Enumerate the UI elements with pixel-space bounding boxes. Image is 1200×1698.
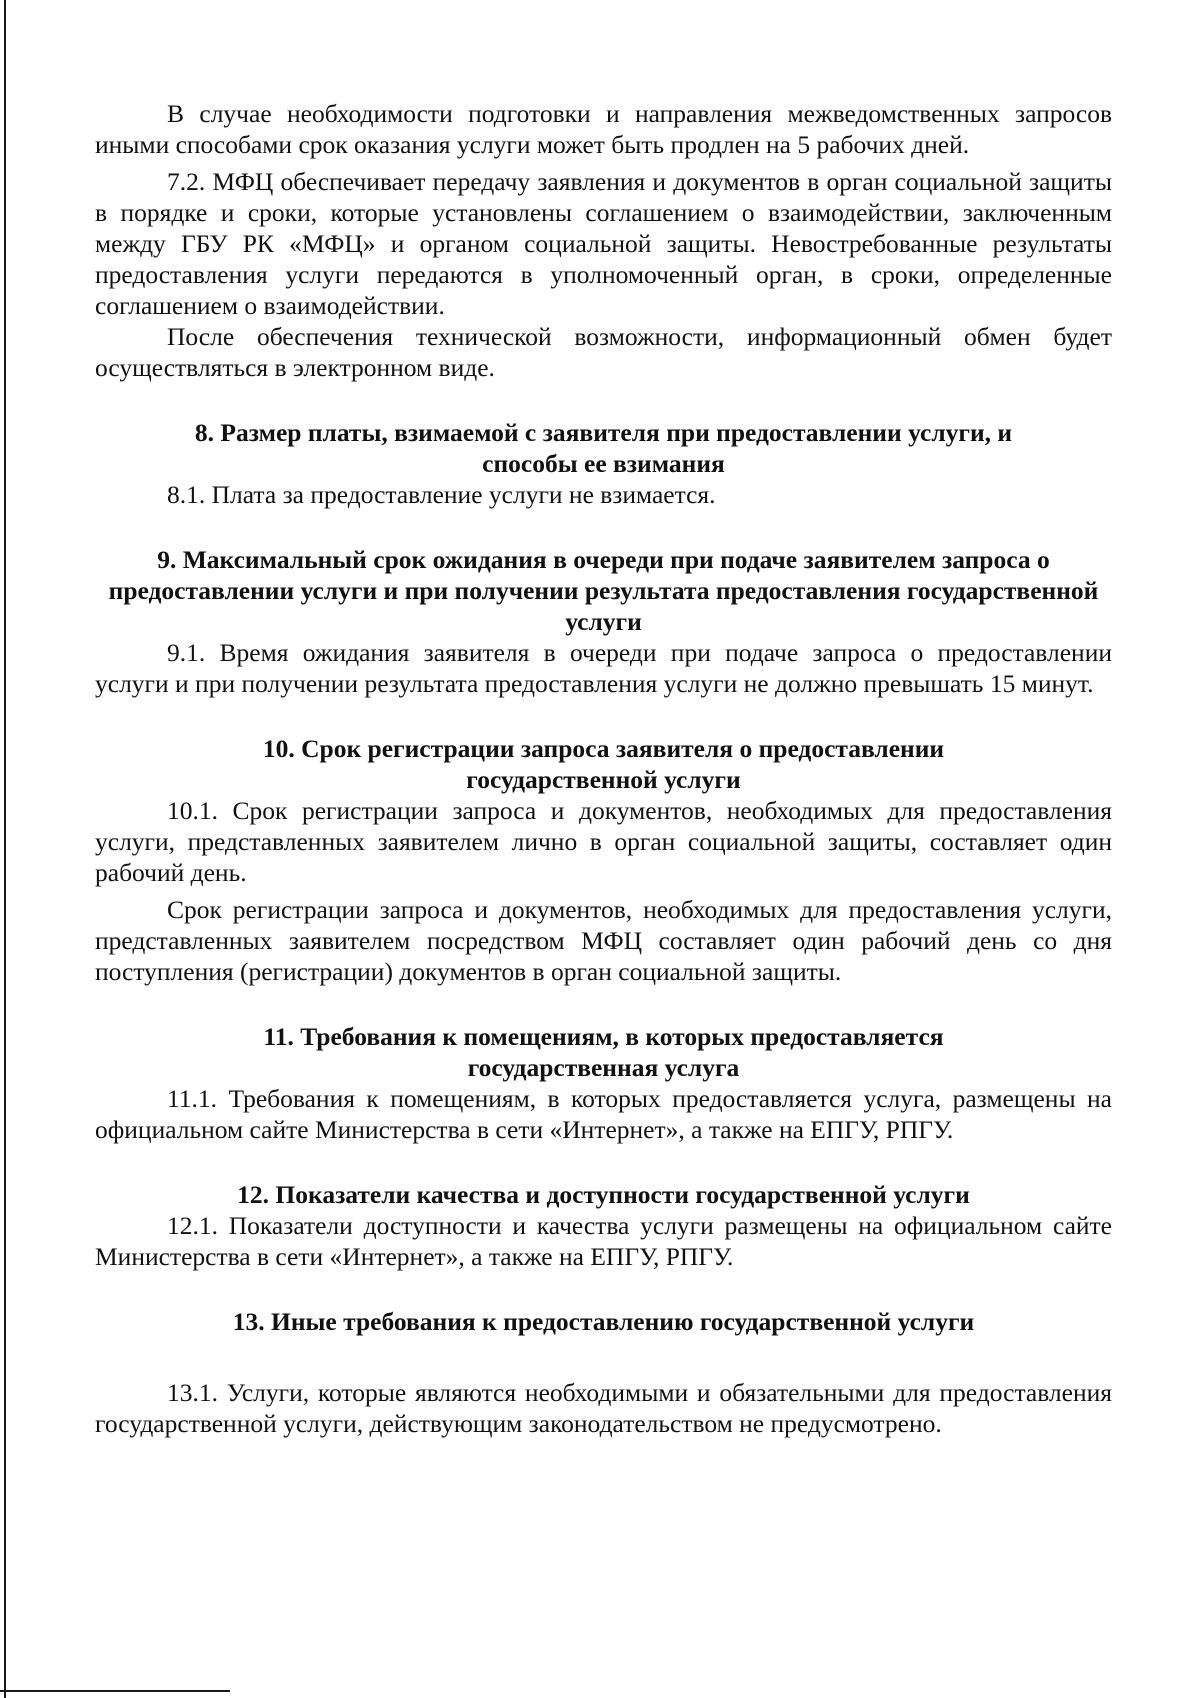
section-10-heading: 10. Срок регистрации запроса заявителя о предоставлении государственной услуги: [262, 734, 945, 794]
section-10-paragraph-2: Срок регистрации запроса и документов, необходимых для предоставления услуги, представленных заявителем посредством МФЦ составляет один рабочий день со дня поступления (регистрации) документов в орган социальной защиты.: [95, 895, 1112, 986]
section-12-paragraph-1: 12.1. Показатели доступности и качества услуги размещены на официальном сайте Министерства в сети «Интернет», а также на ЕПГУ, РПГУ.: [95, 1211, 1112, 1271]
section-12-heading: 12. Показатели качества и доступности государственной услуги: [237, 1180, 970, 1209]
section-13-paragraph-1: 13.1. Услуги, которые являются необходимыми и обязательными для предоставления государственной услуги, действующим законодательством не предусмотрено.: [95, 1378, 1112, 1438]
section-13-heading: 13. Иные требования к предоставлению государственной услуги: [232, 1307, 975, 1336]
section-11-heading: 11. Требования к помещениям, в которых предоставляется государственная услуга: [263, 1022, 944, 1082]
scan-edge-left: [4, 0, 6, 1698]
section-8-paragraph-1: 8.1. Плата за предоставление услуги не взимается.: [167, 480, 716, 509]
section-9-paragraph-1: 9.1. Время ожидания заявителя в очереди при подаче запроса о предоставлении услуги и при получении результата предоставления услуги не должно превышать 15 минут.: [95, 638, 1112, 698]
section-9-heading: 9. Максимальный срок ожидания в очереди при подаче заявителем запроса о предоставлении услуги и при получении результата предоставления государственной услуги: [108, 545, 1099, 636]
intro-paragraph-3: После обеспечения технической возможности, информационный обмен будет осуществляться в электронном виде.: [95, 322, 1112, 382]
document-page: [95, 98, 1112, 1439]
intro-paragraph-1: В случае необходимости подготовки и направления межведомственных запросов иными способами срок оказания услуги может быть продлен на 5 рабочих дней.: [95, 99, 1112, 159]
intro-paragraph-2: 7.2. МФЦ обеспечивает передачу заявления и документов в орган социальной защиты в порядке и сроки, которые установлены соглашением о взаимодействии, заключенным между ГБУ РК «МФЦ» и органом социальной защиты. Невостребованные результаты предоставления услуги передаются в уполномоченный орган, в сроки, определенные соглашением о взаимодействии.: [95, 167, 1112, 320]
section-8-heading: 8. Размер платы, взимаемой с заявителя при предоставлении услуги, и способы ее взимания: [194, 418, 1013, 478]
scan-edge-bottom: [0, 1690, 230, 1692]
section-10-paragraph-1: 10.1. Срок регистрации запроса и документов, необходимых для предоставления услуги, представленных заявителем лично в орган социальной защиты, составляет один рабочий день.: [95, 796, 1112, 887]
section-11-paragraph-1: 11.1. Требования к помещениям, в которых предоставляется услуга, размещены на официальном сайте Министерства в сети «Интернет», а также на ЕПГУ, РПГУ.: [95, 1084, 1112, 1144]
